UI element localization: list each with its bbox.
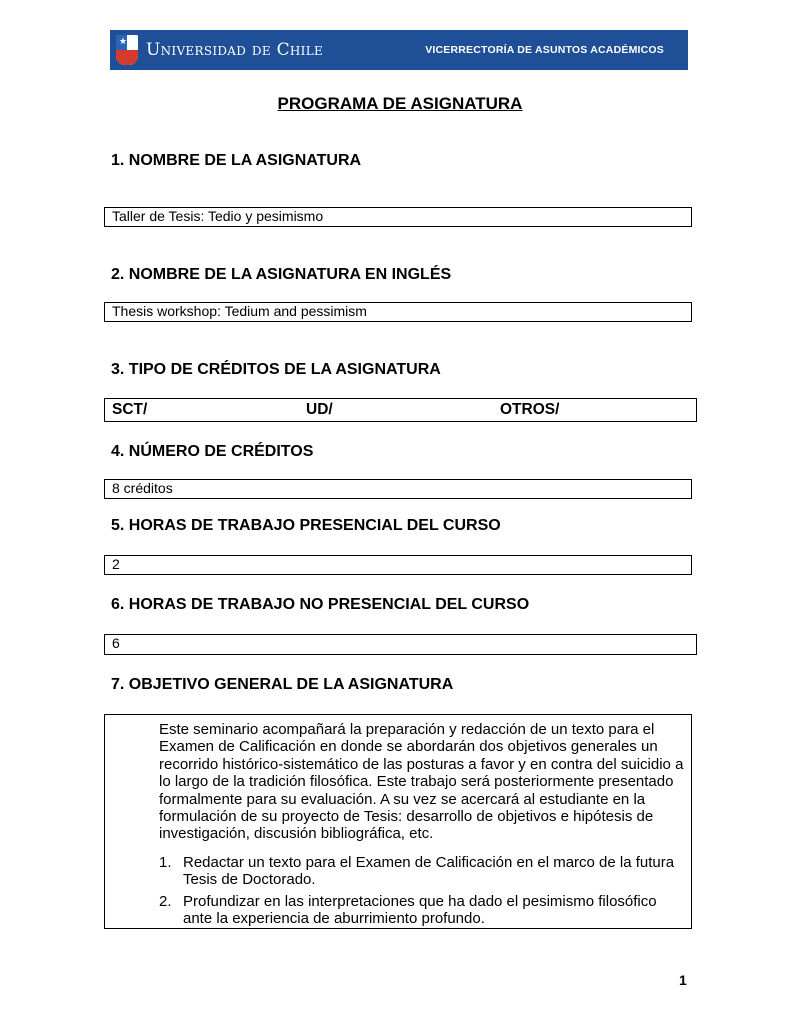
document-title: PROGRAMA DE ASIGNATURA [277, 94, 523, 113]
list-item-number: 1. [159, 854, 172, 871]
list-item-text: Redactar un texto para el Examen de Calificación en el marco de la futura Tesis de Doctorado. [183, 854, 675, 889]
heading-credits: 4. NÚMERO DE CRÉDITOS [111, 443, 314, 460]
university-brand [116, 35, 323, 65]
list-item [159, 893, 687, 928]
presential-hours-field: 2 [104, 555, 692, 575]
list-item-number: 2. [159, 892, 172, 910]
credits-field: 8 créditos [104, 479, 692, 499]
heading-objective: 7. OBJETIVO GENERAL DE LA ASIGNATURA [111, 676, 454, 693]
credit-types-table [104, 398, 697, 422]
heading-course-name: 1. NOMBRE DE LA ASIGNATURA [111, 152, 362, 169]
header-banner [110, 30, 688, 70]
list-item [159, 854, 687, 889]
heading-credit-types: 3. TIPO DE CRÉDITOS DE LA ASIGNATURA [111, 361, 441, 378]
objective-list [159, 854, 687, 932]
page-number: 1 [679, 972, 687, 988]
credit-type-otros: OTROS/ [500, 401, 560, 418]
list-item-text: Profundizar en las interpretaciones que ha dado el pesimismo filosófico ante la experiencia de aburrimiento profundo. [183, 892, 657, 928]
non-presential-hours-field: 6 [104, 634, 697, 655]
objective-box [104, 714, 692, 929]
heading-non-presential-hours: 6. HORAS DE TRABAJO NO PRESENCIAL DEL CURSO [111, 596, 530, 613]
university-crest-icon: ★ [116, 35, 138, 65]
credit-type-sct: SCT/ [112, 401, 148, 418]
credit-type-ud: UD/ [306, 401, 333, 418]
english-name-field: Thesis workshop: Tedium and pessimism [104, 302, 692, 322]
objective-paragraph: Este seminario acompañará la preparación y redacción de un texto para el Examen de Calificación en donde se abordarán dos objetivos generales un recorrido histórico-sistemático de las posturas a favor y en contra del suicidio a lo largo de la tradición filosófica. Este trabajo será posteriormente presentado formalmente para su evaluación. A su vez se acercará al estudiante en la formulación de su proyecto de Tesis: desarrollo de objetivos e hipótesis de investigación, discusión bibliográfica, etc. [159, 721, 684, 843]
heading-english-name: 2. NOMBRE DE LA ASIGNATURA EN INGLÉS [111, 266, 452, 283]
course-name-field: Taller de Tesis: Tedio y pesimismo [104, 207, 692, 227]
unit-name: VICERRECTORÍA DE ASUNTOS ACADÉMICOS [425, 44, 664, 56]
heading-presential-hours: 5. HORAS DE TRABAJO PRESENCIAL DEL CURSO [111, 517, 501, 534]
university-name: Universidad de Chile [146, 40, 324, 60]
